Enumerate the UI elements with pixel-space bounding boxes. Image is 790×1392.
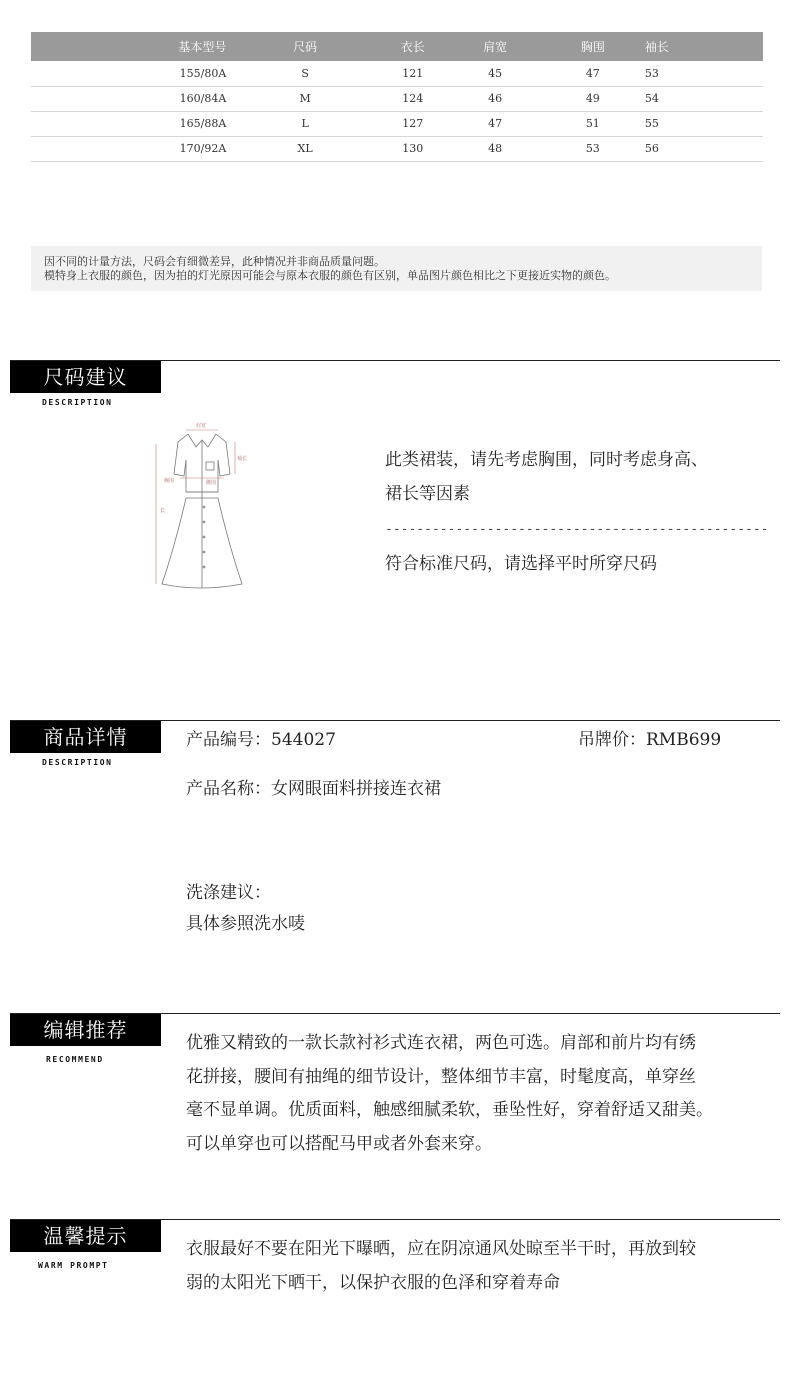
recommend-line: 可以单穿也可以搭配马甲或者外套来穿。	[186, 1133, 492, 1154]
warm-prompt-text	[186, 1233, 771, 1300]
size-advice-title: 尺码建议	[10, 361, 161, 393]
table-cell: S	[226, 61, 384, 86]
size-advice-line-1: 此类裙装，请先考虑胸围，同时考虑身高、	[385, 450, 708, 470]
header-length: 衣长	[384, 32, 442, 61]
table-cell: 47	[549, 61, 637, 86]
header-shoulder: 肩宽	[442, 32, 549, 61]
table-cell: 47	[442, 111, 549, 136]
table-cell: 55	[637, 111, 763, 136]
recommend-line: 花拼接，腰间有抽绳的细节设计，整体细节丰富，时髦度高，单穿丝	[186, 1066, 696, 1087]
label-sleeve: 袖长	[237, 456, 248, 462]
size-advice-line-3: 符合标准尺码，请选择平时所穿尺码	[385, 554, 657, 574]
table-cell: 53	[549, 136, 637, 161]
size-table	[31, 32, 763, 162]
wash-title: 洗涤建议：	[186, 883, 271, 903]
table-cell: 124	[384, 86, 442, 111]
note-line-1: 因不同的计量方法，尺码会有细微差异，此种情况并非商品质量问题。	[44, 255, 385, 268]
size-table-header-row	[31, 32, 763, 61]
warm-prompt-line: 衣服最好不要在阳光下曝晒，应在阴凉通风处晾至半干时，再放到较	[186, 1239, 696, 1259]
recommend-title: 编辑推荐	[10, 1014, 161, 1046]
warm-prompt-title: 温馨提示	[10, 1220, 161, 1252]
header-size: 尺码	[226, 32, 384, 61]
label-waist: 腰围	[206, 480, 217, 486]
warm-prompt-subtitle: WARM PROMPT	[38, 1261, 109, 1270]
product-code: 产品编号：544027	[186, 730, 336, 750]
product-price: 吊牌价：RMB699	[578, 730, 722, 750]
table-cell: 170/92A	[31, 136, 226, 161]
product-details-subtitle: DESCRIPTION	[42, 758, 113, 767]
product-name: 产品名称：女网眼面料拼接连衣裙	[186, 779, 441, 799]
table-cell: 121	[384, 61, 442, 86]
size-advice-line-2: 裙长等因素	[385, 484, 470, 504]
measurement-note	[31, 246, 762, 291]
size-advice-subtitle: DESCRIPTION	[42, 398, 113, 407]
table-cell: M	[226, 86, 384, 111]
warm-prompt-line: 弱的太阳光下晒干，以保护衣服的色泽和穿着寿命	[186, 1272, 560, 1293]
dress-measurement-diagram	[140, 412, 260, 597]
table-cell: 46	[442, 86, 549, 111]
table-cell: 48	[442, 136, 549, 161]
table-cell: 51	[549, 111, 637, 136]
recommend-line: 毫不显单调。优质面料，触感细腻柔软，垂坠性好，穿着舒适又甜美。	[186, 1100, 713, 1120]
label-shoulder: 肩宽	[196, 423, 207, 429]
table-row	[31, 86, 763, 111]
label-bust: 胸围	[164, 478, 175, 484]
table-cell: 54	[637, 86, 763, 111]
table-row	[31, 136, 763, 161]
table-cell: 49	[549, 86, 637, 111]
table-row	[31, 61, 763, 86]
table-cell: L	[226, 111, 384, 136]
wash-text: 具体参照洗水唛	[186, 914, 305, 934]
header-bust: 胸围	[549, 32, 637, 61]
label-length: 长	[160, 508, 166, 514]
table-cell: 165/88A	[31, 111, 226, 136]
note-line-2: 模特身上衣服的颜色，因为拍的灯光原因可能会与原本衣服的颜色有区别，单品图片颜色相比之下更接近实物的颜色。	[44, 269, 616, 282]
table-cell: 160/84A	[31, 86, 226, 111]
table-cell: XL	[226, 136, 384, 161]
dashed-divider: -------------------------------------------------	[385, 522, 769, 537]
header-sleeve: 袖长	[637, 32, 763, 61]
product-details-title: 商品详情	[10, 721, 161, 753]
recommend-subtitle: RECOMMEND	[46, 1055, 104, 1064]
recommend-text	[186, 1027, 771, 1161]
recommend-line: 优雅又精致的一款长款衬衫式连衣裙，两色可选。肩部和前片均有绣	[186, 1033, 696, 1053]
table-cell: 56	[637, 136, 763, 161]
table-cell: 155/80A	[31, 61, 226, 86]
table-row	[31, 111, 763, 136]
table-cell: 127	[384, 111, 442, 136]
table-cell: 130	[384, 136, 442, 161]
table-cell: 45	[442, 61, 549, 86]
table-cell: 53	[637, 61, 763, 86]
header-base-model: 基本型号	[31, 32, 226, 61]
